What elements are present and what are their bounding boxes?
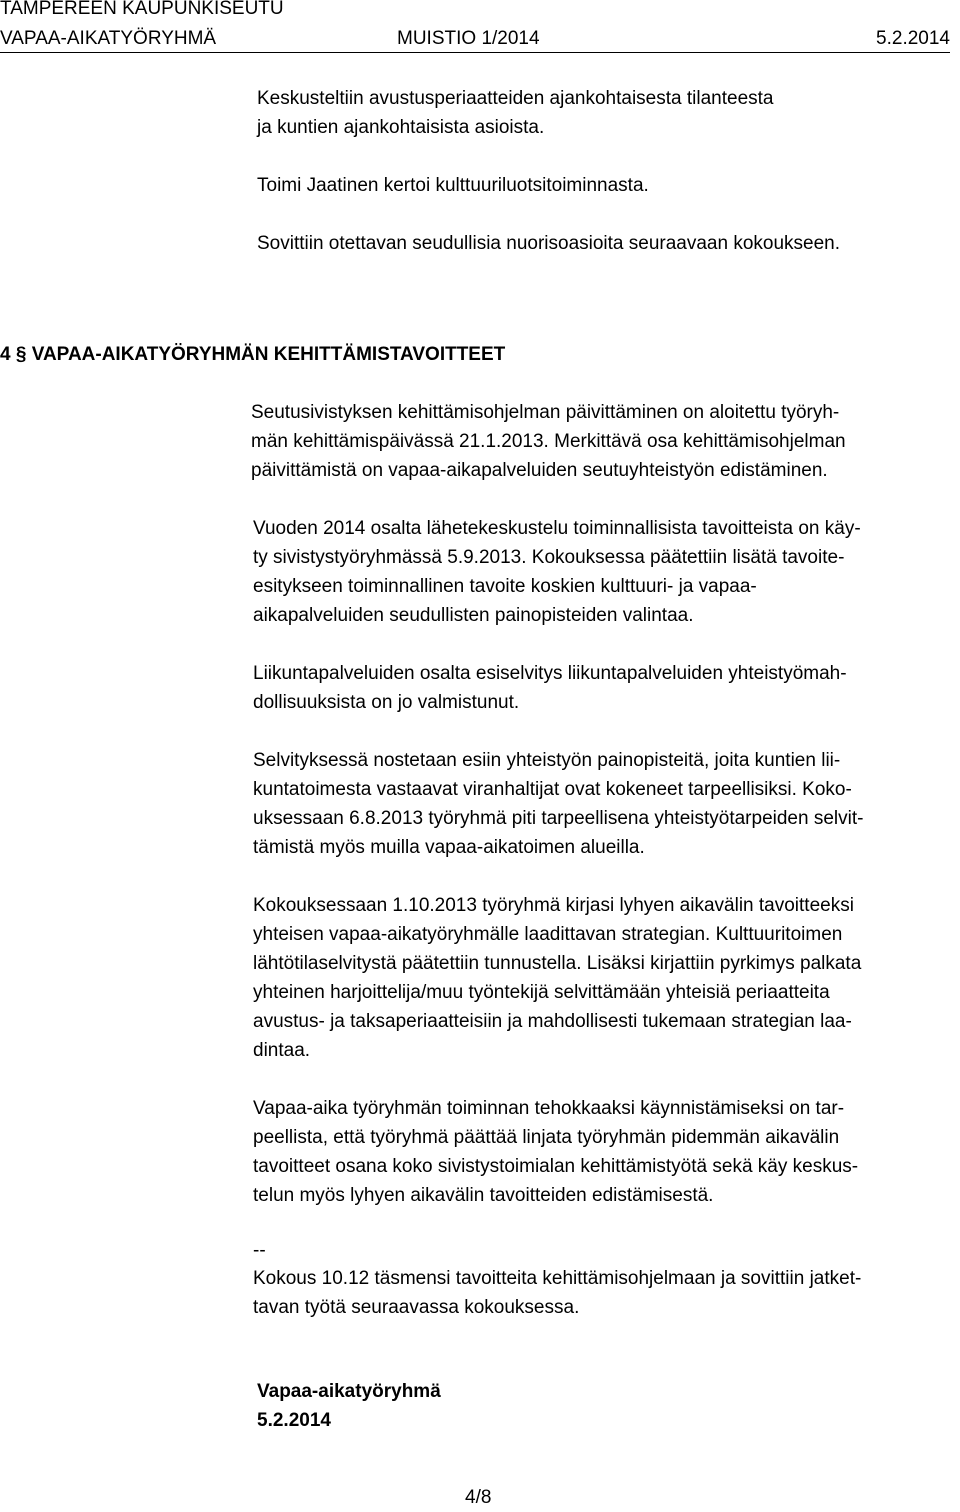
section-paragraph-line: Vapaa-aika työryhmän toiminnan tehokkaaksi käynnistämiseksi on tar-: [253, 1098, 845, 1119]
header-organization: TAMPEREEN KAUPUNKISEUTU: [0, 0, 284, 19]
section-paragraph-line: dintaa.: [253, 1040, 311, 1061]
section-paragraph-3: [253, 659, 847, 717]
section-paragraph-line: lähtötilaselvitystä päätettiin tunnustella. Lisäksi kirjattiin pyrkimys palkata: [253, 953, 862, 974]
separator: --: [253, 1240, 266, 1261]
section-paragraph-line: tavoitteet osana koko sivistystoimialan kehittämistyötä sekä käy keskus-: [253, 1156, 859, 1177]
intro-paragraph-1: [257, 84, 774, 142]
section-paragraph-line: män kehittämispäivässä 21.1.2013. Merkittävä osa kehittämisohjelman: [251, 431, 846, 452]
closing-paragraph: [253, 1264, 861, 1322]
section-paragraph-line: päivittämistä on vapaa-aikapalveluiden seutuyhteistyön edistäminen.: [251, 460, 828, 481]
intro-paragraph-1-line: Keskusteltiin avustusperiaatteiden ajankohtaisesta tilanteesta: [257, 88, 774, 109]
section-paragraph-5: [253, 891, 861, 1065]
section-paragraph-4: [253, 746, 863, 862]
signature-name: Vapaa-aikatyöryhmä: [257, 1381, 441, 1402]
intro-paragraph-3: [257, 229, 840, 258]
closing-paragraph-line: Kokous 10.12 täsmensi tavoitteita kehittämisohjelmaan ja sovittiin jatket-: [253, 1268, 862, 1289]
section-paragraph-2: [253, 514, 861, 630]
section-paragraph-6: [253, 1094, 858, 1210]
section-paragraph-line: peellista, että työryhmä päättää linjata työryhmän pidemmän aikavälin: [253, 1127, 840, 1148]
page-number: 4/8: [465, 1487, 492, 1508]
section-paragraph-line: yhteisen vapaa-aikatyöryhmälle laadittavan strategian. Kulttuuritoimen: [253, 924, 843, 945]
section-paragraph-line: ty sivistystyöryhmässä 5.9.2013. Kokouksessa päätettiin lisätä tavoite-: [253, 547, 845, 568]
closing-paragraph-line: tavan työtä seuraavassa kokouksessa.: [253, 1297, 580, 1318]
section-paragraph-line: Vuoden 2014 osalta lähetekeskustelu toiminnallisista tavoitteista on käy-: [253, 518, 861, 539]
header-group: VAPAA-AIKATYÖRYHMÄ: [0, 28, 217, 49]
section-paragraph-line: Seutusivistyksen kehittämisohjelman päivittäminen on aloitettu työryh-: [251, 402, 840, 423]
section-paragraph-line: telun myös lyhyen aikavälin tavoitteiden edistämisestä.: [253, 1185, 714, 1206]
intro-paragraph-3-line: Sovittiin otettavan seudullisia nuorisoasioita seuraavaan kokoukseen.: [257, 233, 841, 254]
section-paragraph-line: uksessaan 6.8.2013 työryhmä piti tarpeellisena yhteistyötarpeiden selvit-: [253, 808, 864, 829]
section-paragraph-line: tämistä myös muilla vapaa-aikatoimen alueilla.: [253, 837, 645, 858]
section-paragraph-line: Selvityksessä nostetaan esiin yhteistyön painopisteitä, joita kuntien lii-: [253, 750, 841, 771]
intro-paragraph-2: [257, 171, 649, 200]
section-paragraph-line: yhteinen harjoittelija/muu työntekijä selvittämään yhteisiä periaatteita: [253, 982, 830, 1003]
section-paragraph-1: [251, 398, 846, 485]
section-paragraph-line: esitykseen toiminnallinen tavoite koskien kulttuuri- ja vapaa-: [253, 576, 757, 597]
header-row: [0, 26, 950, 53]
section-paragraph-line: kuntatoimesta vastaavat viranhaltijat ovat kokeneet tarpeellisiksi. Koko-: [253, 779, 852, 800]
intro-paragraph-2-line: Toimi Jaatinen kertoi kulttuuriluotsitoiminnasta.: [257, 175, 649, 196]
section-paragraph-line: Kokouksessaan 1.10.2013 työryhmä kirjasi lyhyen aikavälin tavoitteeksi: [253, 895, 854, 916]
section-paragraph-line: Liikuntapalveluiden osalta esiselvitys liikuntapalveluiden yhteistyömah-: [253, 663, 847, 684]
section-paragraph-line: dollisuuksista on jo valmistunut.: [253, 692, 520, 713]
section-paragraph-line: aikapalveluiden seudullisten painopisteiden valintaa.: [253, 605, 694, 626]
signature-date: 5.2.2014: [257, 1410, 331, 1431]
intro-paragraph-1-line: ja kuntien ajankohtaisista asioista.: [257, 117, 545, 138]
section-heading: 4 § VAPAA-AIKATYÖRYHMÄN KEHITTÄMISTAVOITTEET: [0, 344, 506, 365]
header-date: 5.2.2014: [876, 28, 950, 49]
header-document-title: MUISTIO 1/2014: [397, 28, 540, 49]
section-paragraph-line: avustus- ja taksaperiaatteisiin ja mahdollisesti tukemaan strategian laa-: [253, 1011, 852, 1032]
